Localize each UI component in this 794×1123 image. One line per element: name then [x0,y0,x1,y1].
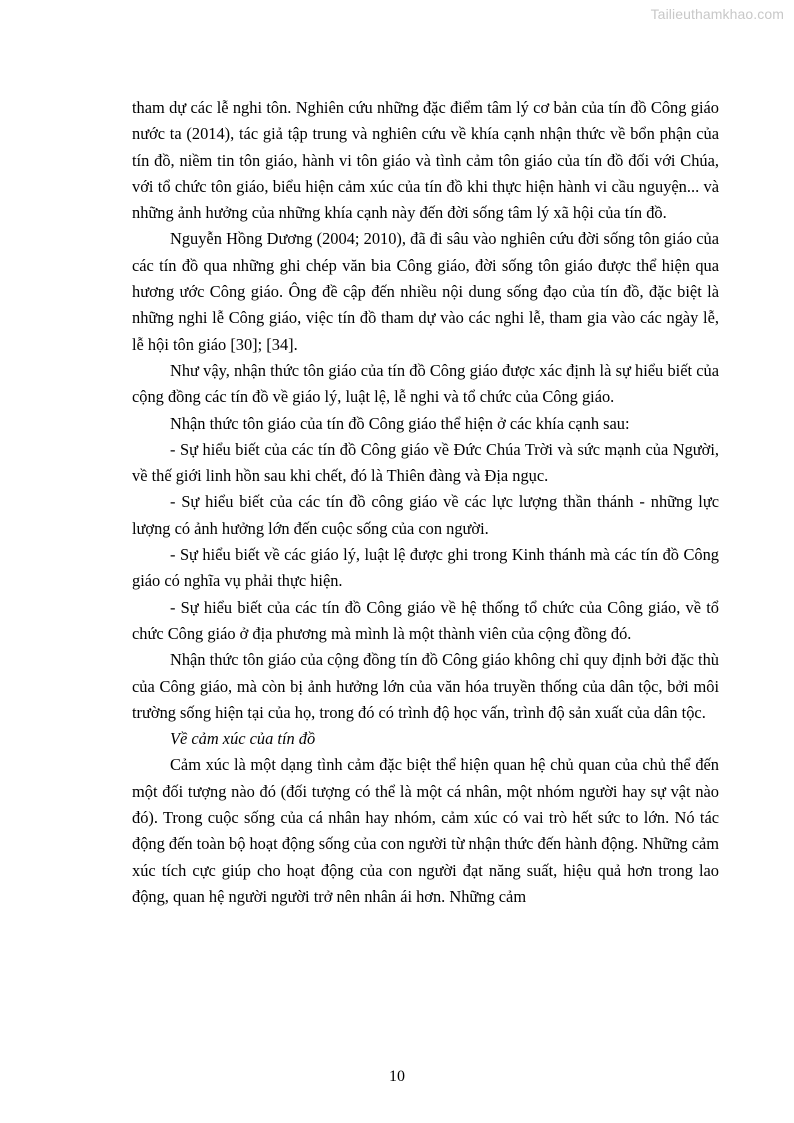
section-heading: Về cảm xúc của tín đồ [170,729,316,749]
paragraph: tham dự các lễ nghi tôn. Nghiên cứu những đặc điểm tâm lý cơ bản của tín đồ Công giáo nước ta (2014), tác giả tập trung và nghiên cứu về khía cạnh nhận thức về bổn phận của tín đồ, niềm tin tôn giáo, hành vi tôn giáo và tình cảm tôn giáo của tín đồ đối với Chúa, với tổ chức tôn giáo, biểu hiện cảm xúc của tín đồ khi thực hiện hành vi cầu nguyện... và những ảnh hưởng của những khía cạnh này đến đời sống tâm lý xã hội của tín đồ. [132,98,719,223]
watermark: Tailieuthamkhao.com [650,6,784,22]
list-item: - Sự hiểu biết của các tín đồ Công giáo về hệ thống tổ chức của Công giáo, về tổ chức Công giáo ở địa phương mà mình là một thành viên của cộng đồng đó. [132,597,719,643]
list-item: - Sự hiểu biết của các tín đồ công giáo về các lực lượng thần thánh - những lực lượng có ảnh hưởng lớn đến cuộc sống của con người. [132,492,719,538]
page-number: 10 [389,1068,405,1085]
document-body [132,95,719,910]
list-item: - Sự hiểu biết của các tín đồ Công giáo về Đức Chúa Trời và sức mạnh của Người, về thế giới linh hồn sau khi chết, đó là Thiên đàng và Địa ngục. [132,439,719,486]
paragraph: Nguyễn Hồng Dương (2004; 2010), đã đi sâu vào nghiên cứu đời sống tôn giáo của các tín đồ qua những ghi chép văn bia Công giáo, đời sống tôn giáo được thể hiện qua hương ước Công giáo. Ông đề cập đến nhiều nội dung sống đạo của tín đồ, đặc biệt là những nghi lễ Công giáo, việc tín đồ tham dự vào các nghi lễ, tham gia vào các ngày lễ, lễ hội tôn giáo [30]; [34]. [132,229,719,354]
paragraph: Nhận thức tôn giáo của tín đồ Công giáo thể hiện ở các khía cạnh sau: [170,413,630,433]
paragraph: Cảm xúc là một dạng tình cảm đặc biệt thể hiện quan hệ chủ quan của chủ thể đến một đối tượng nào đó (đối tượng có thể là một cá nhân, một nhóm người hay sự vật nào đó). Trong cuộc sống của cá nhân hay nhóm, cảm xúc có vai trò hết sức to lớn. Nó tác động đến toàn bộ hoạt động sống của con người từ nhận thức đến hành động. Những cảm xúc tích cực giúp cho hoạt động của con người đạt năng suất, hiệu quả hơn trong lao động, quan hệ người người trở nên nhân ái hơn. Những cảm [132,755,719,906]
paragraph: Như vậy, nhận thức tôn giáo của tín đồ Công giáo được xác định là sự hiểu biết của cộng đồng các tín đồ về giáo lý, luật lệ, lễ nghi và tổ chức của Công giáo. [132,360,719,407]
list-item: - Sự hiểu biết về các giáo lý, luật lệ được ghi trong Kinh thánh mà các tín đồ Công giáo có nghĩa vụ phải thực hiện. [132,545,719,591]
paragraph: Nhận thức tôn giáo của cộng đồng tín đồ Công giáo không chỉ quy định bởi đặc thù của Công giáo, mà còn bị ảnh hưởng lớn của văn hóa truyền thống của dân tộc, bởi môi trường sống hiện tại của họ, trong đó có trình độ học vấn, trình độ sản xuất của dân tộc. [132,650,719,722]
